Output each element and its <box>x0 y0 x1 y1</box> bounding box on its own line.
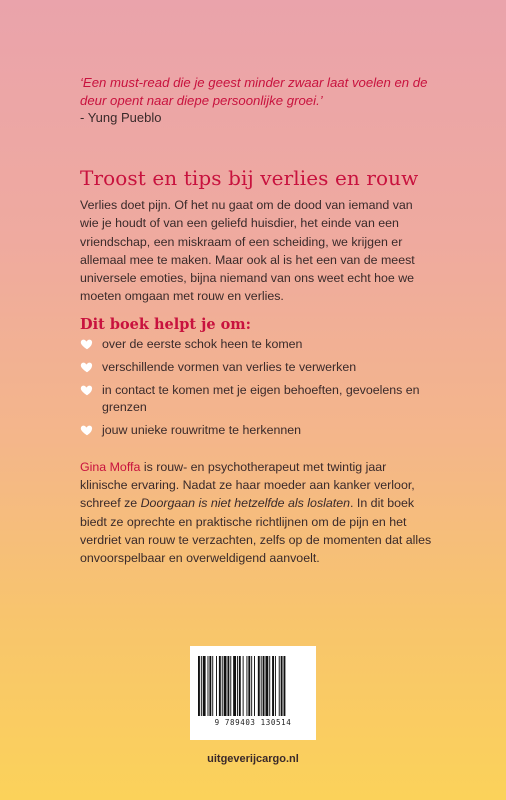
list-item <box>80 359 430 376</box>
bio-text-1: is rouw- en psychotherapeut met twintig jaar klinische ervaring. Nadat ze haar moeder aan kanker verloor, schreef ze <box>80 460 415 511</box>
heart-icon <box>80 337 94 351</box>
barcode <box>190 646 316 740</box>
benefit-text: jouw unieke rouwritme te herkennen <box>102 423 302 437</box>
heart-icon <box>80 423 94 437</box>
bio-text-2: . In dit boek biedt ze oprechte en praktische richtlijnen om de pijn en het verdriet van rouw te verzachten, zelfs op de momenten dat alles onvoorspelbaar en overweldigend aanvoelt. <box>80 496 432 566</box>
barcode-bar <box>269 656 270 716</box>
barcode-bar <box>265 656 268 716</box>
barcode-bar <box>230 656 231 716</box>
section-heading: Troost en tips bij verlies en rouw <box>80 166 419 190</box>
author-name: Gina Moffa <box>80 460 141 474</box>
barcode-bar <box>203 656 206 716</box>
barcode-bars <box>198 656 308 716</box>
barcode-bar <box>222 656 223 716</box>
benefits-title: Dit boek helpt je om: <box>80 316 252 333</box>
author-bio <box>80 458 436 567</box>
barcode-bar <box>233 656 236 716</box>
barcode-bar <box>275 656 276 716</box>
barcode-bar <box>272 656 274 716</box>
barcode-bar <box>201 656 202 716</box>
list-item <box>80 422 430 439</box>
isbn-number: 9 789403 130514 <box>214 718 292 727</box>
heart-icon <box>80 360 94 374</box>
barcode-bar <box>219 656 221 716</box>
benefits-list <box>80 336 430 445</box>
barcode-bar <box>261 656 262 716</box>
barcode-bar <box>216 656 217 716</box>
barcode-bar <box>251 656 252 716</box>
barcode-bar <box>209 656 211 716</box>
list-item <box>80 382 430 416</box>
heart-icon <box>80 383 94 397</box>
endorsement-quote: ‘Een must-read die je geest minder zwaar laat voelen en de deur opent naar diepe persoonlijke groei.’ <box>80 75 428 108</box>
barcode-bar <box>248 656 250 716</box>
barcode-bar <box>227 656 229 716</box>
barcode-bar <box>198 656 200 716</box>
barcode-bar <box>254 656 255 716</box>
barcode-bar <box>212 656 213 716</box>
barcode-bar <box>281 656 283 716</box>
barcode-bar <box>243 656 244 716</box>
benefit-text: in contact te komen met je eigen behoeften, gevoelens en grenzen <box>102 383 420 414</box>
barcode-bar <box>208 656 209 716</box>
publisher-website: uitgeverijcargo.nl <box>207 753 299 765</box>
book-title: Doorgaan is niet hetzelfde als loslaten <box>140 496 351 511</box>
quote-author: - Yung Pueblo <box>80 110 162 125</box>
barcode-bar <box>246 656 247 716</box>
barcode-bar <box>239 656 241 716</box>
benefit-text: over de eerste schok heen te komen <box>102 337 303 351</box>
intro-paragraph: Verlies doet pijn. Of het nu gaat om de dood van iemand van wie je houdt of van een geliefd huisdier, het einde van een vriendschap, een miskraam of een scheiding, we krijgen er allemaal mee te maken. Maar ook al is het een van de meest universele emoties, bijna niemand van ons weet echt hoe we moeten omgaan met rouw en verlies. <box>80 198 415 304</box>
barcode-bar <box>258 656 260 716</box>
barcode-bar <box>284 656 286 716</box>
benefit-text: verschillende vormen van verlies te verwerken <box>102 360 357 374</box>
barcode-bar <box>279 656 280 716</box>
barcode-bar <box>224 656 227 716</box>
barcode-bar <box>263 656 265 716</box>
list-item <box>80 336 430 353</box>
barcode-bar <box>237 656 238 716</box>
